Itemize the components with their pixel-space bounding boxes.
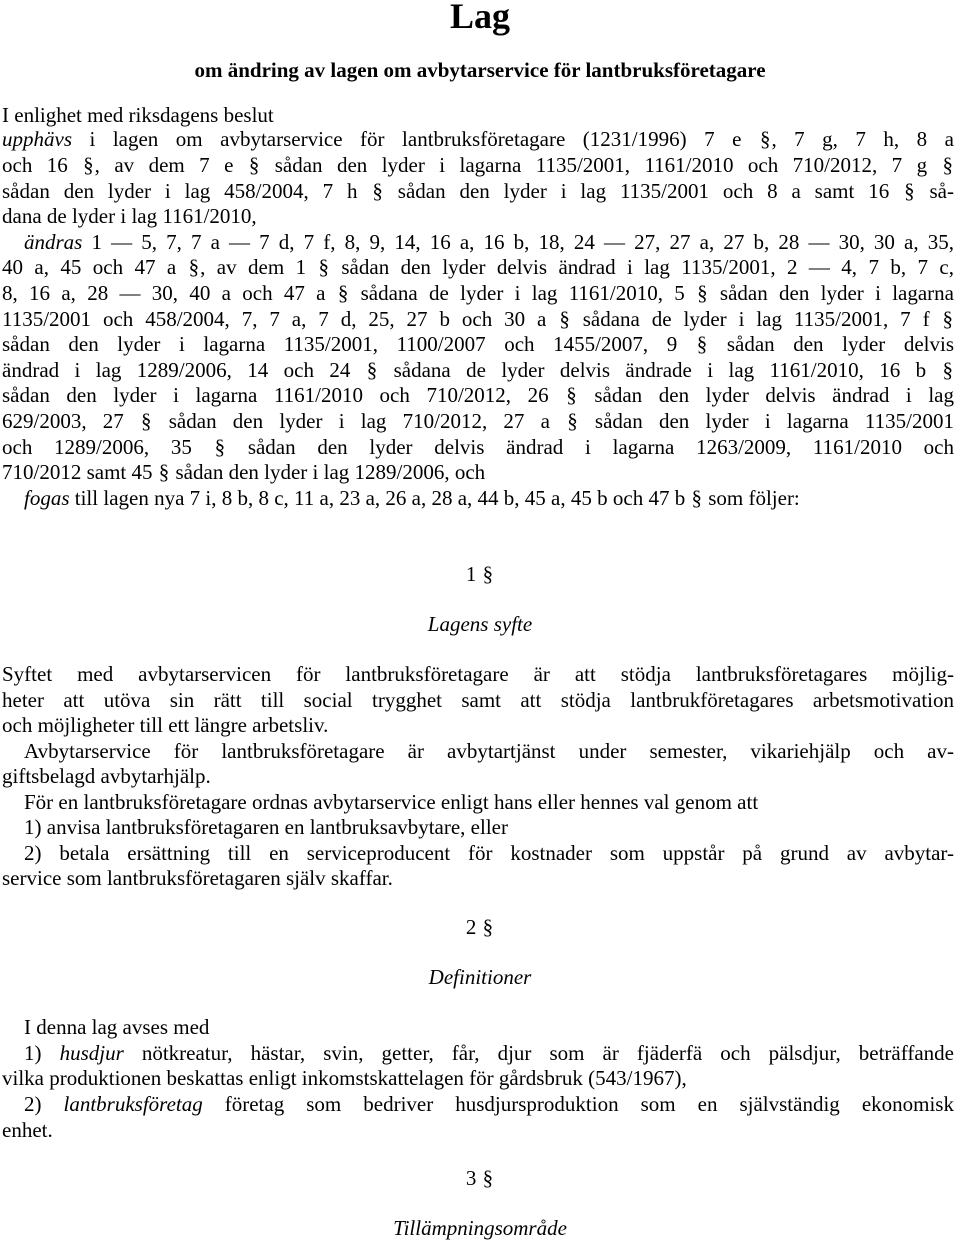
text-run: sådan den lyder i lag 1289/2006, och [170,460,486,484]
paragraph-line [24,815,954,841]
preamble-line [24,230,954,256]
preamble-line [2,204,954,230]
text-run: I denna lag avses med [24,1015,210,1039]
section-heading: Lagens syfte [427,612,533,636]
section-sign: § [248,153,260,177]
text-run: giftsbelagd avbytarhjälp. [2,764,211,788]
preamble-line [24,486,954,512]
text-run: sådan den lyder i lag 1135/2001 och 8 a samt 16 [383,179,904,203]
text-run: , av dem 1 [200,255,318,279]
preamble-line [2,332,954,358]
text-run: 2) [24,1092,64,1116]
text-run: enhet. [2,1118,53,1142]
text-run: 1 [465,562,482,586]
paragraph-line [24,1015,954,1041]
text-run: sådan den lyder i lagarna 1161/2010 och 710/2012, 26 [2,383,566,407]
section-number [0,562,960,588]
text-run: och 16 [2,153,83,177]
text-run: sådan den lyder i lagarna [708,281,954,305]
text-run: sådan den lyder delvis ändrad i lag 1135/2001, 2 — 4, 7 b, 7 c, [329,255,954,279]
emphasized-term: upphävs [2,127,72,151]
document-subtitle: om ändring av lagen om avbytarservice för lantbruksföretagare [194,58,766,82]
paragraph-line [24,1092,954,1118]
text-run: sådan den lyder i lagarna 1135/2001 [578,409,954,433]
text-run: vilka produktionen beskattas enligt inkomstskattelagen för gårdsbruk (543/1967), [2,1066,687,1090]
paragraph-line [24,1041,954,1067]
preamble-line [2,281,954,307]
paragraph-line [2,1118,954,1144]
paragraph-line [2,713,954,739]
text-run: sådana de lyder i lag 1135/2001, 7 f [570,307,942,331]
preamble-line [2,127,954,153]
section-sign: § [691,486,702,510]
text-run: till lagen nya 7 i, 8 b, 8 c, 11 a, 23 a, 26 a, 28 a, 44 b, 45 a, 45 b och 47 b [69,486,691,510]
emphasized-term: lantbruksföretag [63,1092,203,1116]
text-run: 710/2012 samt 45 [2,460,158,484]
text-run: och möjligheter till ett längre arbetsliv. [2,713,329,737]
paragraph-line [2,662,954,688]
text-run: , av dem 7 e [94,153,248,177]
preamble-line [2,179,954,205]
paragraph-line [2,764,954,790]
preamble-line [2,153,954,179]
emphasized-term: ändras [24,230,83,254]
text-run: sådan den lyder i lagarna 1135/2001, 1100/2007 och 1455/2007, 9 [2,332,696,356]
text-run: sådana de lyder delvis ändrade i lag 1161/2010, 16 b [378,358,942,382]
paragraph-line [2,1066,954,1092]
preamble-line [2,307,954,333]
emphasized-term: fogas [24,486,70,510]
text-run: ändrad i lag 1289/2006, 14 och 24 [2,358,366,382]
section-sign: § [559,307,570,331]
section-sign: § [482,1166,494,1190]
text-run: För en lantbruksföretagare ordnas avbytarservice enligt hans eller hennes val genom att [24,790,759,814]
preamble-line [2,435,954,461]
text-run: 2 [465,915,482,939]
section-sign: § [567,409,578,433]
section-sign: § [942,358,953,382]
text-run: sådan den lyder delvis ändrad i lagarna 1263/2009, 1161/2010 och [226,435,955,459]
text-run: som följer: [702,486,800,510]
section-sign: § [214,435,226,459]
section-number [0,915,960,941]
text-run: 8, 16 a, 28 — 30, 40 a och 47 a [2,281,337,305]
preamble-line [2,255,954,281]
text-run: 1) [24,1041,60,1065]
text-run: sådan den lyder i lag 458/2004, 7 h [2,179,372,203]
section-heading: Tillämpningsområde [393,1216,567,1240]
text-run: och 1289/2006, 35 [2,435,214,459]
section-sign: § [188,255,200,279]
paragraph-line [2,866,954,892]
text-run: 1 — 5, 7, 7 a — 7 d, 7 f, 8, 9, 14, 16 a, 16 b, 18, 24 — 27, 27 a, 27 b, 28 — 30, 30 a, 35, [82,230,954,254]
section-sign: § [318,255,329,279]
text-run: 2) betala ersättning till en serviceproducent för kostnader som uppstår på grund av avbytar- [24,841,954,865]
text-run: , 7 g, 7 h, 8 a [771,127,954,151]
paragraph-line [24,841,954,867]
text-run: sådana de lyder i lag 1161/2010, 5 [349,281,697,305]
section-heading: Definitioner [428,965,532,989]
section-sign: § [141,409,152,433]
text-run: nötkreatur, hästar, svin, getter, får, djur som är fjäderfä och pälsdjur, beträffande [123,1041,954,1065]
section-sign: § [697,281,708,305]
text-run: 1135/2001 och 458/2004, 7, 7 a, 7 d, 25, 27 b och 30 a [2,307,559,331]
text-run: sådan den lyder i lag 710/2012, 27 a [152,409,567,433]
text-run: Avbytarservice för lantbruksföretagare är avbytartjänst under semester, vikariehjälp och av- [24,739,954,763]
text-run: heter att utöva sin rätt till social trygghet samt att stödja lantbrukföretagares arbetsmotivation [2,688,954,712]
preamble-line [2,460,954,486]
section-number [0,1166,960,1192]
section-sign: § [372,179,383,203]
section-sign: § [482,562,494,586]
text-run: dana de lyder i lag 1161/2010, [2,204,257,228]
section-sign: § [942,307,953,331]
section-sign: § [696,332,708,356]
text-run: så- [915,179,954,203]
emphasized-term: husdjur [59,1041,124,1065]
preamble-line [2,103,954,129]
text-run: 629/2003, 27 [2,409,141,433]
section-sign: § [942,153,953,177]
paragraph-line [24,739,954,765]
section-sign: § [337,281,349,305]
section-sign: § [566,383,577,407]
document-title: Lag [449,0,510,36]
text-run: Syftet med avbytarservicen för lantbruksföretagare är att stödja lantbruksföretagares möjlig- [2,662,954,686]
text-run: sådan den lyder i lagarna 1135/2001, 1161/2010 och 710/2012, 7 g [260,153,942,177]
text-run: 40 a, 45 och 47 a [2,255,188,279]
paragraph-line [2,688,954,714]
text-run: sådan den lyder delvis [708,332,954,356]
text-run: 3 [465,1166,482,1190]
preamble-line [2,358,954,384]
text-run: i lagen om avbytarservice för lantbruksföretagare (1231/1996) 7 e [72,127,759,151]
section-sign: § [759,127,771,151]
section-sign: § [904,179,915,203]
text-run: service som lantbruksföretagaren själv skaffar. [2,866,393,890]
text-run: I enlighet med riksdagens beslut [2,103,274,127]
section-sign: § [482,915,494,939]
text-run: 1) anvisa lantbruksföretagaren en lantbruksavbytare, eller [24,815,508,839]
preamble-line [2,383,954,409]
section-sign: § [158,460,170,484]
preamble-line [2,409,954,435]
section-sign: § [83,153,94,177]
text-run: sådan den lyder delvis ändrad i lag [577,383,954,407]
text-run: företag som bedriver husdjursproduktion som en självständig ekonomisk [202,1092,954,1116]
section-sign: § [366,358,378,382]
paragraph-line [24,790,954,816]
